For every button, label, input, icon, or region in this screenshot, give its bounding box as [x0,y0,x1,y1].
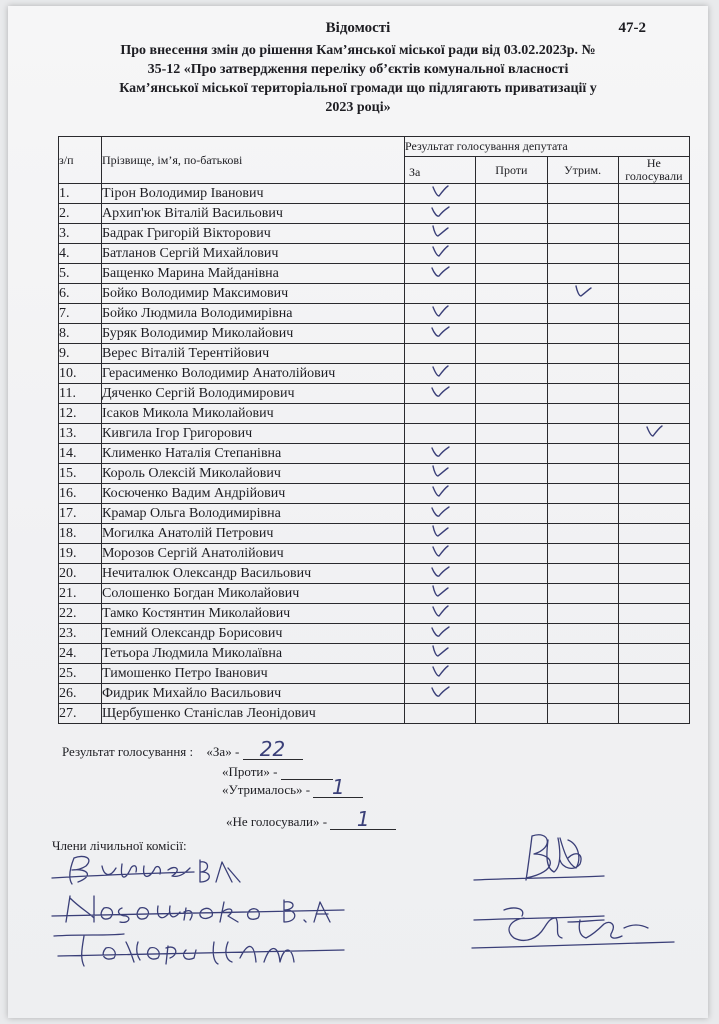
deputy-name: Нечиталюк Олександр Васильович [102,564,405,584]
vote-cell-for [405,504,476,524]
vote-cell-not-voted [618,284,689,304]
vote-cell-against [476,524,547,544]
voting-table [58,136,690,724]
row-number: 13. [59,424,102,444]
vote-cell-against [476,544,547,564]
vote-cell-abstain [547,664,618,684]
deputy-name: Тірон Володимир Іванович [102,184,405,204]
vote-cell-against [476,404,547,424]
vote-cell-against [476,444,547,464]
checkmark-icon [430,464,450,478]
vote-cell-not-voted [618,664,689,684]
checkmark-icon [430,384,450,398]
table-row [59,544,690,564]
vote-cell-against [476,484,547,504]
row-number: 7. [59,304,102,324]
vote-cell-abstain [547,524,618,544]
vote-cell-against [476,324,547,344]
vote-cell-abstain [547,344,618,364]
vote-cell-abstain [547,444,618,464]
vote-cell-abstain [547,264,618,284]
row-number: 18. [59,524,102,544]
table-row [59,584,690,604]
vote-cell-abstain [547,624,618,644]
vote-cell-abstain [547,424,618,444]
deputy-name: Ісаков Микола Миколайович [102,404,405,424]
abstain-count: 1 [332,775,345,799]
vote-cell-abstain [547,544,618,564]
subtitle-line: 2023 році» [325,100,391,115]
row-number: 20. [59,564,102,584]
for-count: 22 [259,737,286,761]
vote-cell-for [405,704,476,724]
vote-cell-for [405,344,476,364]
vote-cell-for [405,684,476,704]
vote-cell-not-voted [618,564,689,584]
row-number: 4. [59,244,102,264]
table-row [59,224,690,244]
vote-cell-for [405,624,476,644]
checkmark-icon [430,644,450,658]
header-number: з/п [59,137,102,184]
not-voted-label: «Не голосували» - [226,814,328,829]
vote-cell-not-voted [618,604,689,624]
not-voted-count: 1 [356,807,370,831]
checkmark-icon [430,224,450,238]
vote-cell-abstain [547,564,618,584]
vote-cell-abstain [547,404,618,424]
vote-cell-abstain [547,684,618,704]
checkmark-icon [430,184,450,198]
vote-cell-not-voted [618,684,689,704]
table-row [59,524,690,544]
checkmark-icon [430,524,450,538]
vote-cell-abstain [547,204,618,224]
subtitle-line: Про внесення змін до рішення Кам’янської міської ради від 03.02.2023р. № [120,43,596,58]
deputy-name: Клименко Наталія Степанівна [102,444,405,464]
vote-cell-not-voted [618,264,689,284]
vote-cell-against [476,224,547,244]
row-number: 21. [59,584,102,604]
vote-cell-against [476,704,547,724]
header-not-voted-line1: Не [646,156,661,170]
table-row [59,684,690,704]
vote-cell-not-voted [618,324,689,344]
vote-cell-against [476,264,547,284]
vote-cell-for [405,664,476,684]
table-row [59,664,690,684]
row-number: 1. [59,184,102,204]
deputy-name: Солошенко Богдан Миколайович [102,584,405,604]
abstain-count-field [313,775,363,799]
vote-cell-abstain [547,584,618,604]
handwritten-signature [464,898,684,958]
vote-cell-not-voted [618,344,689,364]
row-number: 10. [59,364,102,384]
vote-cell-for [405,444,476,464]
table-row [59,624,690,644]
vote-cell-not-voted [618,544,689,564]
vote-cell-abstain [547,704,618,724]
header-result: Результат голосування депутата [405,137,690,157]
header-for: За [405,157,476,184]
vote-cell-against [476,244,547,264]
row-number: 15. [59,464,102,484]
checkmark-icon [430,444,450,458]
deputy-name: Могилка Анатолій Петрович [102,524,405,544]
vote-cell-against [476,204,547,224]
table-row [59,364,690,384]
table-row [59,384,690,404]
deputy-name: Морозов Сергій Анатолійович [102,544,405,564]
commission-label: Члени лічильної комісії: [52,838,187,853]
vote-cell-abstain [547,364,618,384]
deputy-name: Бащенко Марина Майданівна [102,264,405,284]
vote-cell-for [405,284,476,304]
table-row [59,604,690,624]
vote-cell-abstain [547,384,618,404]
handwritten-signature [44,928,364,968]
table-row [59,304,690,324]
vote-cell-for [405,364,476,384]
table-row [59,184,690,204]
vote-cell-abstain [547,484,618,504]
vote-cell-for [405,424,476,444]
vote-cell-against [476,304,547,324]
document-sheet [8,6,708,1018]
table-row [59,464,690,484]
checkmark-icon [430,584,450,598]
deputy-name: Тимошенко Петро Іванович [102,664,405,684]
vote-cell-for [405,524,476,544]
table-row [59,704,690,724]
deputy-name: Верес Віталій Терентійович [102,344,405,364]
vote-cell-not-voted [618,384,689,404]
deputy-name: Косюченко Вадим Андрійович [102,484,405,504]
vote-cell-abstain [547,504,618,524]
deputy-name: Крамар Ольга Володимирівна [102,504,405,524]
table-row [59,424,690,444]
vote-cell-not-voted [618,404,689,424]
deputy-name: Батланов Сергій Михайлович [102,244,405,264]
row-number: 17. [59,504,102,524]
vote-cell-abstain [547,244,618,264]
vote-cell-for [405,204,476,224]
deputy-name: Тетьора Людмила Миколаївна [102,644,405,664]
checkmark-icon [430,544,450,558]
row-number: 9. [59,344,102,364]
vote-cell-against [476,584,547,604]
document-title: Відомості [325,20,391,36]
vote-cell-not-voted [618,364,689,384]
checkmark-icon [573,284,593,298]
vote-cell-not-voted [618,184,689,204]
checkmark-icon [430,484,450,498]
vote-cell-abstain [547,324,618,344]
vote-cell-for [405,244,476,264]
vote-cell-against [476,344,547,364]
header-name: Прізвище, ім’я, по-батькові [102,137,405,184]
vote-cell-not-voted [618,524,689,544]
vote-cell-against [476,684,547,704]
abstain-label: «Утрималось» - [222,782,311,797]
deputy-name: Тамко Костянтин Миколайович [102,604,405,624]
subtitle-line: Кам’янської міської територіальної громади що підлягають приватизації у [119,81,597,96]
deputy-name: Бойко Володимир Максимович [102,284,405,304]
vote-cell-abstain [547,604,618,624]
vote-cell-abstain [547,644,618,664]
table-row [59,504,690,524]
deputy-name: Герасименко Володимир Анатолійович [102,364,405,384]
row-number: 5. [59,264,102,284]
voting-table-body [59,184,690,724]
row-number: 25. [59,664,102,684]
table-row [59,564,690,584]
deputy-name: Фидрик Михайло Васильович [102,684,405,704]
deputy-name: Бойко Людмила Володимирівна [102,304,405,324]
table-row [59,244,690,264]
header-not-voted-line2: голосували [625,169,683,183]
row-number: 19. [59,544,102,564]
not-voted-count-field [330,807,396,831]
vote-cell-against [476,644,547,664]
for-count-field [243,737,303,761]
row-number: 2. [59,204,102,224]
checkmark-icon [430,204,450,218]
checkmark-icon [430,324,450,338]
checkmark-icon [644,424,664,438]
row-number: 22. [59,604,102,624]
vote-cell-for [405,324,476,344]
header-not-voted [618,157,689,184]
handwritten-signature [464,828,614,898]
deputy-name: Дяченко Сергій Володимирович [102,384,405,404]
deputy-name: Кивгила Ігор Григорович [102,424,405,444]
handwritten-signature [44,888,364,928]
header-against: Проти [476,157,547,184]
table-row [59,444,690,464]
vote-cell-for [405,184,476,204]
for-label: «За» - [206,744,240,759]
deputy-name: Темний Олександр Борисович [102,624,405,644]
vote-cell-for [405,564,476,584]
vote-cell-against [476,504,547,524]
checkmark-icon [430,264,450,278]
document-header [8,20,708,117]
vote-cell-abstain [547,464,618,484]
vote-cell-for [405,404,476,424]
vote-cell-not-voted [618,644,689,664]
checkmark-icon [430,604,450,618]
deputy-name: Бадрак Григорій Вікторович [102,224,405,244]
vote-cell-against [476,624,547,644]
vote-cell-for [405,224,476,244]
vote-cell-not-voted [618,244,689,264]
table-row [59,404,690,424]
handwritten-signature [44,848,294,888]
vote-cell-abstain [547,184,618,204]
deputy-name: Щербушенко Станіслав Леонідович [102,704,405,724]
vote-cell-abstain [547,304,618,324]
vote-cell-not-voted [618,204,689,224]
vote-cell-not-voted [618,464,689,484]
vote-cell-not-voted [618,704,689,724]
table-row [59,484,690,504]
row-number: 12. [59,404,102,424]
checkmark-icon [430,564,450,578]
vote-cell-for [405,304,476,324]
row-number: 26. [59,684,102,704]
vote-cell-for [405,544,476,564]
vote-cell-against [476,384,547,404]
vote-cell-for [405,464,476,484]
vote-cell-abstain [547,284,618,304]
row-number: 16. [59,484,102,504]
vote-cell-not-voted [618,444,689,464]
checkmark-icon [430,304,450,318]
vote-cell-not-voted [618,224,689,244]
checkmark-icon [430,364,450,378]
vote-cell-not-voted [618,304,689,324]
row-number: 23. [59,624,102,644]
document-number: 47-2 [618,20,646,36]
deputy-name: Архип'юк Віталій Васильович [102,204,405,224]
vote-cell-for [405,484,476,504]
row-number: 14. [59,444,102,464]
vote-cell-abstain [547,224,618,244]
vote-cell-for [405,644,476,664]
deputy-name: Король Олексій Миколайович [102,464,405,484]
row-number: 6. [59,284,102,304]
vote-cell-not-voted [618,584,689,604]
checkmark-icon [430,504,450,518]
table-row [59,264,690,284]
vote-cell-not-voted [618,504,689,524]
row-number: 8. [59,324,102,344]
table-row [59,284,690,304]
vote-cell-against [476,364,547,384]
header-abstain: Утрим. [547,157,618,184]
table-row [59,344,690,364]
vote-cell-not-voted [618,424,689,444]
deputy-name: Буряк Володимир Миколайович [102,324,405,344]
vote-cell-not-voted [618,624,689,644]
vote-cell-against [476,664,547,684]
vote-cell-against [476,604,547,624]
table-row [59,324,690,344]
vote-cell-not-voted [618,484,689,504]
vote-cell-against [476,184,547,204]
vote-cell-for [405,384,476,404]
vote-cell-against [476,564,547,584]
checkmark-icon [430,244,450,258]
row-number: 3. [59,224,102,244]
document-subtitle [58,41,658,117]
row-number: 27. [59,704,102,724]
checkmark-icon [430,684,450,698]
subtitle-line: 35-12 «Про затвердження переліку об’єктів комунальної власності [147,62,569,77]
table-row [59,204,690,224]
results-label: Результат голосування : [62,744,194,759]
vote-cell-for [405,604,476,624]
vote-cell-for [405,584,476,604]
vote-cell-against [476,464,547,484]
row-number: 24. [59,644,102,664]
checkmark-icon [430,664,450,678]
vote-cell-against [476,424,547,444]
against-label: «Проти» - [222,764,278,779]
vote-cell-for [405,264,476,284]
checkmark-icon [430,624,450,638]
table-row [59,644,690,664]
row-number: 11. [59,384,102,404]
vote-cell-against [476,284,547,304]
